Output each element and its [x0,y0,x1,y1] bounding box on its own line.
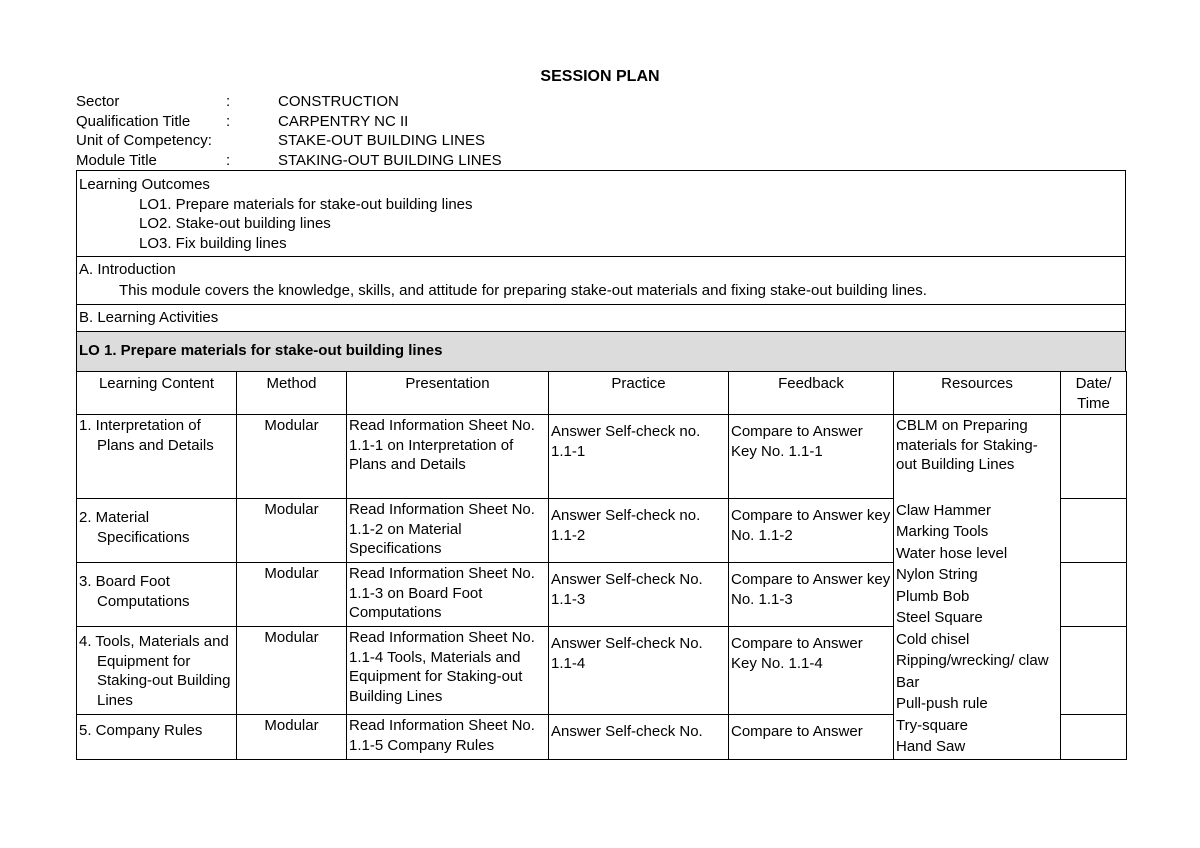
learning-outcome-item: LO2. Stake-out building lines [139,215,331,232]
learning-content-cell: 4. Tools, Materials and Equipment for Staking-out Building Lines [77,627,237,715]
method-cell: Modular [237,499,347,563]
presentation-cell: Read Information Sheet No. 1.1-5 Company Rules [347,715,549,759]
header-row-module [76,151,1126,171]
resource-item: Steel Square [896,609,983,626]
header-value: CONSTRUCTION [278,93,399,110]
presentation-cell: Read Information Sheet No. 1.1-3 on Board Foot Computations [347,563,549,627]
learning-activities-heading: B. Learning Activities [76,304,1126,331]
introduction-heading: A. Introduction [79,261,176,278]
header-label: Qualification Title [76,112,191,130]
table-row [77,499,1127,563]
lo1-heading: LO 1. Prepare materials for stake-out building lines [76,331,1126,371]
header-label: Unit of Competency: [76,132,212,149]
header-row-unit [76,131,1126,151]
table-row [77,415,1127,499]
practice-cell: Answer Self-check No. 1.1-3 [549,563,729,627]
presentation-cell: Read Information Sheet No. 1.1-1 on Interpretation of Plans and Details [347,415,549,499]
resource-item: Hand Saw [896,738,966,755]
date-time-cell [1061,563,1127,627]
presentation-cell: Read Information Sheet No. 1.1-2 on Material Specifications [347,499,549,563]
learning-outcomes-box [76,170,1126,256]
resource-item: Pull-push rule [896,695,988,712]
learning-content-cell: 1. Interpretation of Plans and Details [77,415,237,499]
plan-header [76,92,1126,170]
header-colon: : [226,112,231,130]
header-colon: : [226,93,231,110]
column-header: Date/ Time [1061,372,1127,415]
learning-outcome-item: LO3. Fix building lines [139,234,287,252]
header-label: Sector [76,93,120,110]
table-header-row [77,372,1127,415]
column-header: Method [237,372,347,415]
resource-item: Ripping/wrecking/ claw Bar [896,652,1049,691]
header-row-qualification [76,112,1126,132]
resource-item: Cold chisel [896,630,970,648]
learning-content-cell: 3. Board Foot Computations [77,563,237,627]
feedback-cell: Compare to Answer Key No. 1.1-1 [729,415,894,499]
page-title: SESSION PLAN [540,68,660,85]
learning-outcomes-heading: Learning Outcomes [79,176,210,193]
resource-item: Try-square [896,716,968,734]
introduction-text: This module covers the knowledge, skills, and attitude for preparing stake-out materials and fixing stake-out building lines. [119,282,927,299]
column-header: Presentation [347,372,549,415]
method-cell: Modular [237,627,347,715]
learning-activities-table [76,371,1127,760]
learning-outcome-item: LO1. Prepare materials for stake-out building lines [139,195,473,213]
date-time-cell [1061,715,1127,759]
header-value: CARPENTRY NC II [278,112,409,130]
resource-item: Claw Hammer [896,501,992,519]
header-colon: : [226,151,231,169]
date-time-cell [1061,415,1127,499]
method-cell: Modular [237,415,347,499]
header-label: Module Title [76,151,157,169]
resource-item: Nylon String [896,566,978,583]
date-time-cell [1061,499,1127,563]
column-header: Feedback [729,372,894,415]
date-time-cell [1061,627,1127,715]
resources-list-cell [894,499,1061,760]
header-row-sector [76,92,1126,112]
resource-item: Plumb Bob [896,587,970,605]
learning-content-cell: 5. Company Rules [77,715,237,759]
method-cell: Modular [237,563,347,627]
practice-cell: Answer Self-check No. 1.1-4 [549,627,729,715]
feedback-cell: Compare to Answer Key No. 1.1-4 [729,627,894,715]
column-header: Resources [894,372,1061,415]
feedback-cell: Compare to Answer key No. 1.1-2 [729,499,894,563]
resource-item: Marking Tools [896,523,989,540]
presentation-cell: Read Information Sheet No. 1.1-4 Tools, Materials and Equipment for Staking-out Building Lines [347,627,549,715]
column-header: Learning Content [77,372,237,415]
method-cell: Modular [237,715,347,759]
header-value: STAKE-OUT BUILDING LINES [278,132,485,149]
header-value: STAKING-OUT BUILDING LINES [278,151,502,169]
resource-item: Water hose level [896,544,1008,562]
column-header: Practice [549,372,729,415]
learning-content-cell: 2. Material Specifications [77,499,237,563]
feedback-cell: Compare to Answer key No. 1.1-3 [729,563,894,627]
practice-cell: Answer Self-check no. 1.1-1 [549,415,729,499]
resources-cell: CBLM on Preparing materials for Staking-out Building Lines [894,415,1061,499]
feedback-cell: Compare to Answer [729,715,894,759]
introduction-box [76,256,1126,304]
practice-cell: Answer Self-check No. [549,715,729,759]
practice-cell: Answer Self-check no. 1.1-2 [549,499,729,563]
